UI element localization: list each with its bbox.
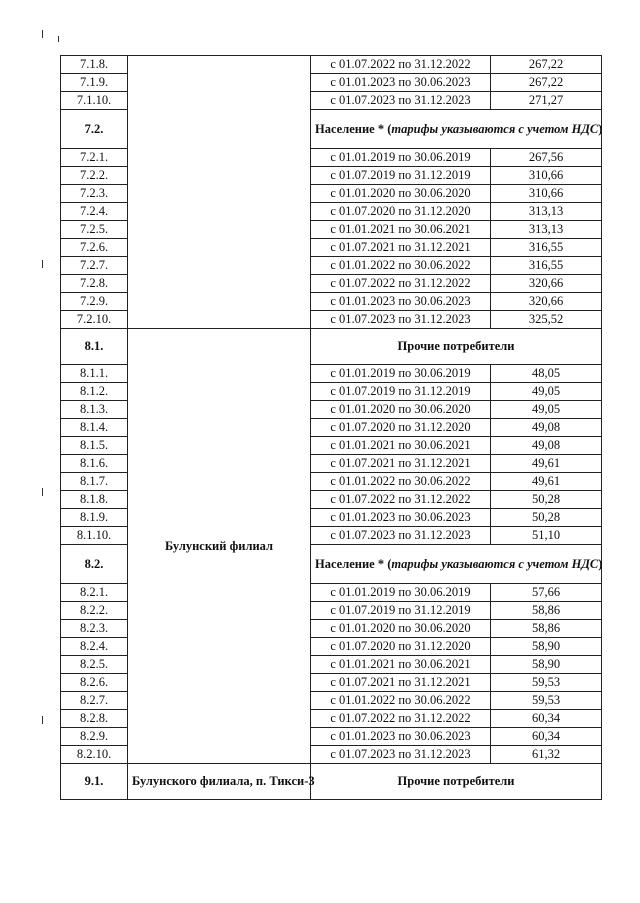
row-period: с 01.07.2022 по 31.12.2022: [311, 491, 491, 509]
group-title: Население * (тарифы указываются с учетом НДС): [311, 110, 602, 149]
row-value: 50,28: [491, 509, 602, 527]
row-code: 8.2.7.: [61, 692, 128, 710]
row-value: 48,05: [491, 365, 602, 383]
row-value: 60,34: [491, 710, 602, 728]
row-code: 8.1.8.: [61, 491, 128, 509]
row-period: с 01.01.2023 по 30.06.2023: [311, 509, 491, 527]
row-value: 271,27: [491, 92, 602, 110]
scan-mark: [42, 716, 43, 724]
row-period: с 01.07.2023 по 31.12.2023: [311, 527, 491, 545]
group-title: Население * (тарифы указываются с учетом НДС): [311, 545, 602, 584]
row-period: с 01.07.2020 по 31.12.2020: [311, 638, 491, 656]
row-period: с 01.07.2020 по 31.12.2020: [311, 419, 491, 437]
scan-mark: [58, 36, 59, 42]
row-value: 316,55: [491, 257, 602, 275]
row-code: 7.2.3.: [61, 185, 128, 203]
row-code: 8.2.2.: [61, 602, 128, 620]
row-period: с 01.07.2022 по 31.12.2022: [311, 710, 491, 728]
row-period: с 01.07.2022 по 31.12.2022: [311, 275, 491, 293]
row-period: с 01.01.2021 по 30.06.2021: [311, 437, 491, 455]
row-code: 8.2.8.: [61, 710, 128, 728]
row-code: 8.2.6.: [61, 674, 128, 692]
row-value: 310,66: [491, 167, 602, 185]
row-value: 320,66: [491, 293, 602, 311]
row-value: 59,53: [491, 692, 602, 710]
row-value: 60,34: [491, 728, 602, 746]
organization-name: Булунского филиала, п. Тикси-3: [128, 764, 311, 800]
row-code: 8.1.1.: [61, 365, 128, 383]
row-code: 8.1.10.: [61, 527, 128, 545]
row-period: с 01.01.2023 по 30.06.2023: [311, 74, 491, 92]
row-value: 49,08: [491, 419, 602, 437]
row-period: с 01.07.2019 по 31.12.2019: [311, 383, 491, 401]
group-note: тарифы указываются с учетом НДС: [391, 121, 599, 136]
row-period: с 01.01.2020 по 30.06.2020: [311, 185, 491, 203]
row-period: с 01.07.2021 по 31.12.2021: [311, 674, 491, 692]
group-header-row: [61, 764, 602, 800]
row-code: 8.1.5.: [61, 437, 128, 455]
row-code: 7.1.10.: [61, 92, 128, 110]
row-code: 7.2.8.: [61, 275, 128, 293]
row-value: 313,13: [491, 221, 602, 239]
row-value: 58,86: [491, 620, 602, 638]
row-value: 50,28: [491, 491, 602, 509]
group-label: Население: [315, 121, 375, 136]
row-period: с 01.01.2019 по 30.06.2019: [311, 365, 491, 383]
row-period: с 01.07.2021 по 31.12.2021: [311, 455, 491, 473]
organization-name: Булунский филиал: [128, 329, 311, 764]
scan-mark: [42, 488, 43, 496]
row-value: 267,22: [491, 56, 602, 74]
group-code: 7.2.: [61, 110, 128, 149]
row-code: 7.2.6.: [61, 239, 128, 257]
row-period: с 01.01.2022 по 30.06.2022: [311, 692, 491, 710]
group-note: тарифы указываются с учетом НДС: [391, 556, 599, 571]
scan-mark: [42, 30, 43, 38]
row-period: с 01.07.2019 по 31.12.2019: [311, 602, 491, 620]
row-value: 61,32: [491, 746, 602, 764]
row-value: 313,13: [491, 203, 602, 221]
row-value: 49,61: [491, 473, 602, 491]
row-period: с 01.07.2023 по 31.12.2023: [311, 92, 491, 110]
row-period: с 01.01.2023 по 30.06.2023: [311, 728, 491, 746]
row-value: 51,10: [491, 527, 602, 545]
row-period: с 01.01.2023 по 30.06.2023: [311, 293, 491, 311]
scan-mark: [42, 260, 43, 268]
tariff-table: [60, 55, 602, 800]
row-value: 310,66: [491, 185, 602, 203]
row-value: 58,90: [491, 656, 602, 674]
row-period: с 01.07.2020 по 31.12.2020: [311, 203, 491, 221]
row-period: с 01.01.2020 по 30.06.2020: [311, 620, 491, 638]
organization-cell-empty: [128, 56, 311, 329]
row-code: 7.2.2.: [61, 167, 128, 185]
row-period: с 01.07.2021 по 31.12.2021: [311, 239, 491, 257]
row-value: 267,22: [491, 74, 602, 92]
row-value: 58,90: [491, 638, 602, 656]
group-label: Население: [315, 556, 375, 571]
row-period: с 01.07.2019 по 31.12.2019: [311, 167, 491, 185]
row-period: с 01.01.2019 по 30.06.2019: [311, 584, 491, 602]
row-value: 58,86: [491, 602, 602, 620]
row-code: 7.1.8.: [61, 56, 128, 74]
row-value: 49,61: [491, 455, 602, 473]
table-row: [61, 56, 602, 74]
row-period: с 01.01.2021 по 30.06.2021: [311, 221, 491, 239]
row-value: 49,05: [491, 383, 602, 401]
row-value: 49,08: [491, 437, 602, 455]
row-period: с 01.01.2019 по 30.06.2019: [311, 149, 491, 167]
group-header-row: [61, 329, 602, 365]
row-code: 8.1.7.: [61, 473, 128, 491]
row-period: с 01.01.2021 по 30.06.2021: [311, 656, 491, 674]
row-code: 7.2.1.: [61, 149, 128, 167]
row-value: 267,56: [491, 149, 602, 167]
row-code: 7.2.5.: [61, 221, 128, 239]
row-code: 7.2.10.: [61, 311, 128, 329]
row-code: 7.2.9.: [61, 293, 128, 311]
row-code: 8.1.9.: [61, 509, 128, 527]
row-period: с 01.07.2023 по 31.12.2023: [311, 311, 491, 329]
row-code: 8.1.4.: [61, 419, 128, 437]
row-period: с 01.01.2022 по 30.06.2022: [311, 257, 491, 275]
row-period: с 01.07.2022 по 31.12.2022: [311, 56, 491, 74]
row-code: 8.2.4.: [61, 638, 128, 656]
row-code: 8.1.2.: [61, 383, 128, 401]
row-period: с 01.01.2022 по 30.06.2022: [311, 473, 491, 491]
group-label: Прочие потребители: [397, 339, 515, 353]
row-code: 8.2.10.: [61, 746, 128, 764]
group-code: 8.2.: [61, 545, 128, 584]
group-title: [311, 764, 602, 800]
row-value: 316,55: [491, 239, 602, 257]
group-label: Прочие потребители: [397, 774, 515, 788]
group-code: 8.1.: [61, 329, 128, 365]
row-code: 8.2.9.: [61, 728, 128, 746]
row-code: 8.2.1.: [61, 584, 128, 602]
row-value: 325,52: [491, 311, 602, 329]
group-title: [311, 329, 602, 365]
group-code: 9.1.: [61, 764, 128, 800]
row-value: 49,05: [491, 401, 602, 419]
row-code: 8.2.5.: [61, 656, 128, 674]
row-code: 8.1.3.: [61, 401, 128, 419]
row-period: с 01.07.2023 по 31.12.2023: [311, 746, 491, 764]
row-code: 7.1.9.: [61, 74, 128, 92]
row-code: 7.2.4.: [61, 203, 128, 221]
row-value: 57,66: [491, 584, 602, 602]
row-period: с 01.01.2020 по 30.06.2020: [311, 401, 491, 419]
row-value: 59,53: [491, 674, 602, 692]
row-value: 320,66: [491, 275, 602, 293]
row-code: 7.2.7.: [61, 257, 128, 275]
row-code: 8.2.3.: [61, 620, 128, 638]
row-code: 8.1.6.: [61, 455, 128, 473]
